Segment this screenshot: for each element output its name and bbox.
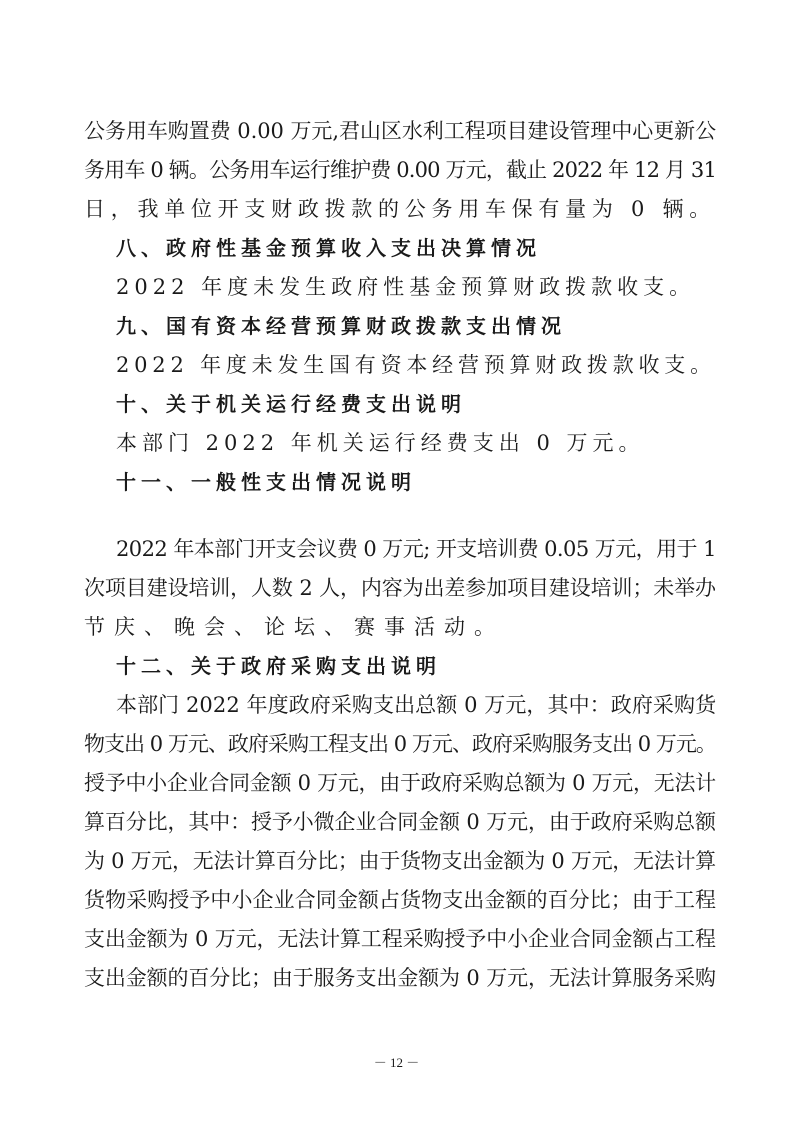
text-line (84, 155, 718, 194)
text-line (84, 690, 718, 729)
text-line-content: 日，我单位开支财政拨款的公务用车保有量为 0 辆。 (84, 197, 716, 221)
heading-text: 九、国有资本经营预算财政拨款支出情况 (116, 314, 566, 338)
heading-section-9 (84, 311, 718, 350)
text-line-content: 节庆、晚会、论坛、赛事活动。 (84, 615, 504, 639)
text-line-content: 货物采购授予中小企业合同金额占货物支出金额的百分比；由于工程 (84, 888, 717, 912)
text-line-content: 物支出 0 万元、政府采购工程支出 0 万元、政府采购服务支出 0 万元。 (84, 732, 716, 756)
paragraph-section-11 (84, 534, 718, 651)
text-line (84, 612, 718, 651)
text-line (84, 846, 718, 885)
text-line-content: 次项目建设培训，人数 2 人，内容为出差参加项目建设培训；未举办 (84, 576, 716, 600)
text-line-content: 务用车 0 辆。公务用车运行维护费 0.00 万元，截止 2022 年 12 月 31 (84, 158, 716, 182)
paragraph-section-8 (84, 272, 718, 311)
text-line (84, 768, 718, 807)
paragraph-section-9 (84, 350, 718, 389)
heading-section-12 (84, 651, 718, 690)
heading-text: 十一、一般性支出情况说明 (116, 470, 416, 494)
paragraph-section-12 (84, 690, 718, 1002)
text-line-content: 支出金额的百分比；由于服务支出金额为 0 万元，无法计算服务采购 (84, 966, 716, 990)
text-line-content: 授予中小企业合同金额 0 万元，由于政府采购总额为 0 万元，无法计 (84, 771, 716, 795)
text-line (84, 534, 718, 573)
page-number: － 12 － (373, 1055, 420, 1070)
heading-text: 十二、关于政府采购支出说明 (116, 654, 441, 678)
text-line-content: 公务用车购置费 0.00 万元,君山区水利工程项目建设管理中心更新公 (84, 119, 717, 143)
text-line (84, 573, 718, 612)
heading-section-11 (84, 467, 718, 506)
paragraph-vehicle-costs (84, 116, 718, 233)
document-body (84, 116, 718, 1002)
text-line (84, 807, 718, 846)
heading-text: 八、政府性基金预算收入支出决算情况 (116, 236, 541, 260)
text-line (84, 924, 718, 963)
paragraph-section-10 (84, 428, 718, 467)
heading-text: 十、关于机关运行经费支出说明 (116, 392, 466, 416)
paragraph-text: 本部门 2022 年机关运行经费支出 0 万元。 (116, 431, 645, 455)
text-line (84, 116, 718, 155)
heading-section-10 (84, 389, 718, 428)
paragraph-text: 2022 年度未发生政府性基金预算财政拨款收支。 (116, 275, 696, 299)
text-line-content: 算百分比，其中：授予小微企业合同金额 0 万元，由于政府采购总额 (84, 810, 716, 834)
text-line-content: 本部门 2022 年度政府采购支出总额 0 万元，其中：政府采购货 (116, 693, 717, 717)
text-line (84, 194, 718, 233)
text-line-content: 2022 年本部门开支会议费 0 万元; 开支培训费 0.05 万元，用于 1 (116, 537, 716, 561)
text-line (84, 729, 718, 768)
text-line-content: 为 0 万元，无法计算百分比；由于货物支出金额为 0 万元，无法计算 (84, 849, 716, 873)
text-line (84, 885, 718, 924)
paragraph-text: 2022 年度未发生国有资本经营预算财政拨款收支。 (116, 353, 716, 377)
text-line (84, 963, 718, 1002)
heading-section-8 (84, 233, 718, 272)
text-line-content: 支出金额为 0 万元，无法计算工程采购授予中小企业合同金额占工程 (84, 927, 716, 951)
